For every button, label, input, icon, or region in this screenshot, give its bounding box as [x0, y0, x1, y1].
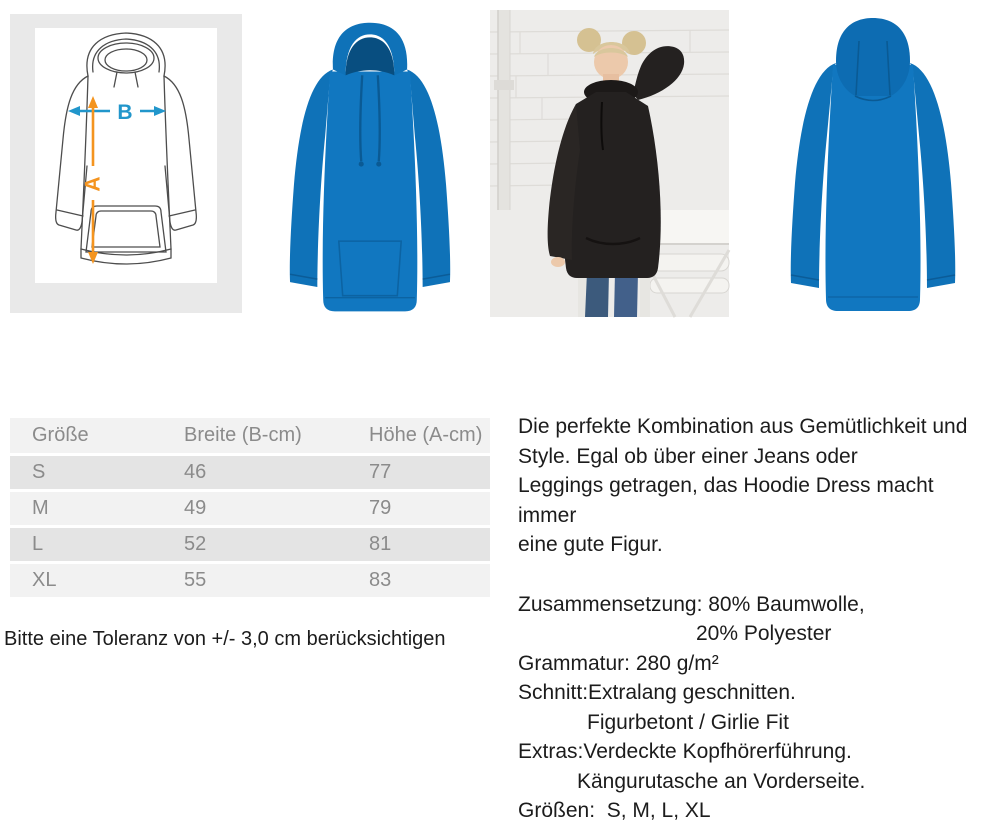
hoehe-cell: 77 — [369, 461, 392, 483]
product-back-image[interactable] — [750, 15, 995, 315]
breite-cell: 49 — [184, 497, 207, 519]
size-cell: L — [32, 533, 44, 555]
product-front-image[interactable] — [253, 15, 487, 320]
size-diagram-drawing — [10, 14, 242, 313]
breite-cell: 55 — [184, 569, 207, 591]
col-header-groesse: Größe — [32, 424, 89, 446]
product-description — [518, 412, 990, 826]
description-line-polyester: 20% Polyester — [696, 622, 832, 645]
description-line-composition: Zusammensetzung: 80% Baumwolle, — [518, 592, 865, 616]
hoehe-cell: 83 — [369, 569, 392, 591]
size-cell: XL — [32, 569, 57, 591]
description-line-sizes: Größen: S, M, L, XL — [518, 799, 711, 822]
description-line-extras: Extras:Verdeckte Kopfhörerführung. — [518, 740, 852, 763]
description-line-schnitt: Schnitt:Extralang geschnitten. — [518, 681, 796, 704]
size-table-header-row — [10, 418, 490, 453]
breite-cell: 46 — [184, 461, 207, 483]
description-line-fit: Figurbetont / Girlie Fit — [587, 710, 789, 734]
height-a-label: A — [81, 176, 105, 192]
size-cell: M — [32, 497, 49, 519]
description-line-pocket: Kängurutasche an Vorderseite. — [577, 769, 866, 793]
table-row-m — [10, 492, 490, 525]
hoehe-cell: 79 — [369, 497, 392, 519]
description-spacer — [518, 560, 990, 590]
description-line-grammatur: Grammatur: 280 g/m² — [518, 651, 719, 675]
description-line: Die perfekte Kombination aus Gemütlichkeit und — [518, 415, 968, 438]
col-header-breite: Breite (B-cm) — [184, 424, 302, 446]
width-b-label: B — [117, 101, 133, 124]
col-header-hoehe: Höhe (A-cm) — [369, 424, 483, 446]
size-table — [10, 418, 490, 597]
table-row-xl — [10, 564, 490, 597]
model-photo-image[interactable] — [490, 10, 729, 317]
breite-cell: 52 — [184, 533, 207, 555]
table-row-s — [10, 456, 490, 489]
description-line: eine gute Figur. — [518, 533, 663, 556]
size-cell: S — [32, 461, 46, 483]
hoodie-front-drawing — [253, 15, 487, 320]
hoodie-back-drawing — [750, 15, 995, 315]
tolerance-note: Bitte eine Toleranz von +/- 3,0 cm berücksichtigen — [4, 628, 446, 650]
table-row-l — [10, 528, 490, 561]
model-photo-drawing — [490, 10, 729, 317]
hoehe-cell: 81 — [369, 533, 392, 555]
size-diagram-image[interactable] — [10, 14, 242, 313]
description-line: Style. Egal ob über einer Jeans oder — [518, 444, 858, 468]
description-line: Leggings getragen, das Hoodie Dress macht immer — [518, 474, 940, 527]
